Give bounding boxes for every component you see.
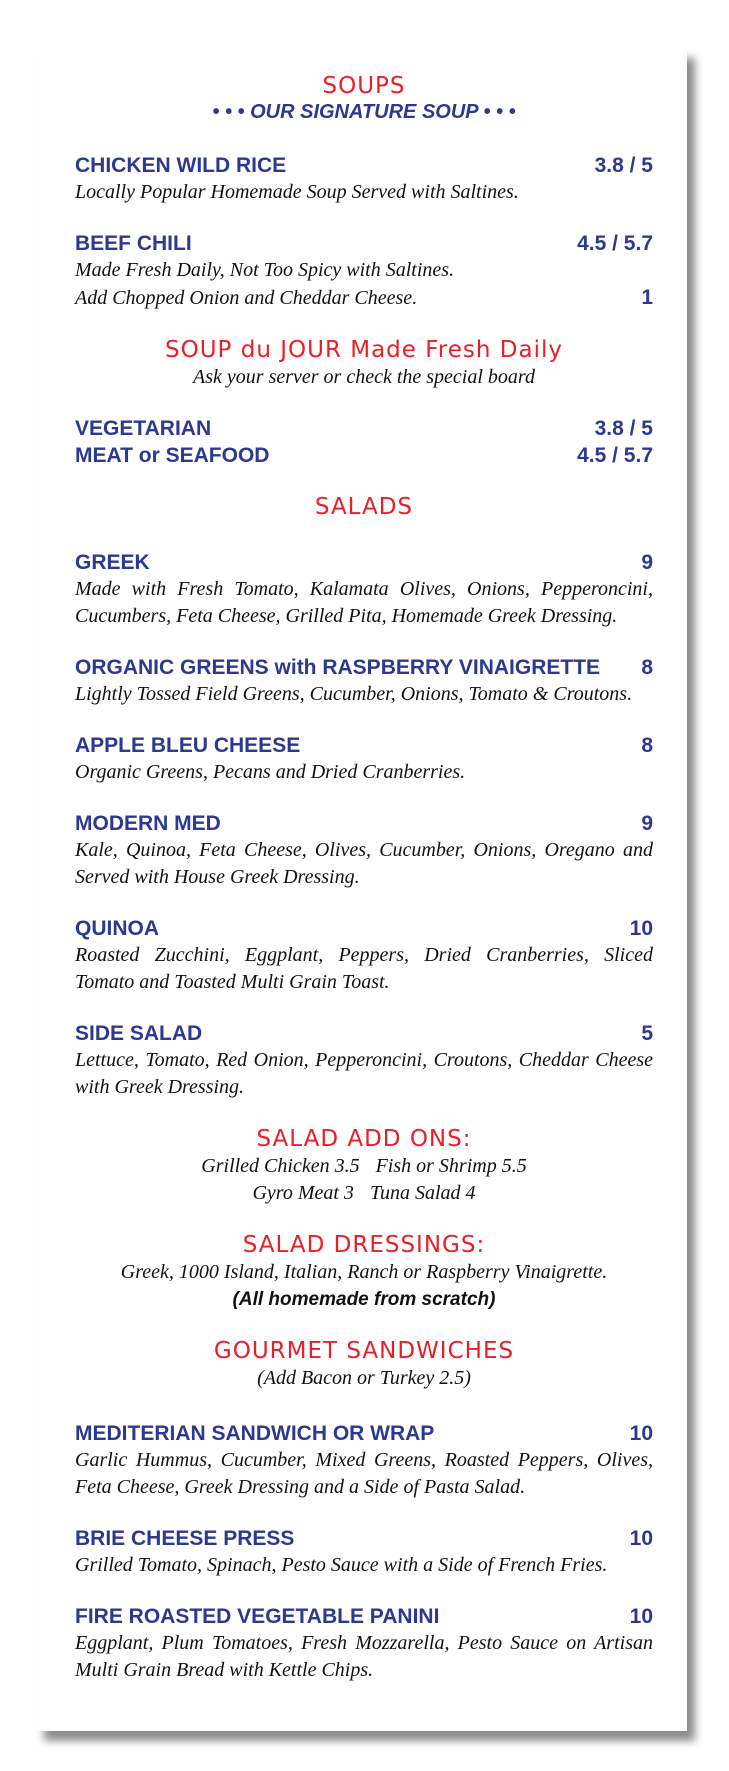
item-price: 10 [629,1527,653,1550]
item-name: MEDITERIAN SANDWICH OR WRAP [75,1422,435,1445]
addon-price: 1 [641,286,653,309]
item-description: Eggplant, Plum Tomatoes, Fresh Mozzarella, Pesto Sauce on Artisan Multi Grain Bread with Kettle Chips. [75,1632,653,1681]
addon-text: Add Chopped Onion and Cheddar Cheese. [75,287,418,309]
menu-item [75,810,653,891]
item-name: BRIE CHEESE PRESS [75,1527,295,1550]
item-name: QUINOA [75,917,159,940]
menu-item [75,549,653,630]
item-description: Lightly Tossed Field Greens, Cucumber, Onions, Tomato & Croutons. [75,683,633,705]
menu-item [75,1020,653,1101]
soups-heading: SOUPS [322,73,406,99]
addon-option: Gyro Meat 3 [252,1182,354,1204]
salad-dressings-list: Greek, 1000 Island, Italian, Ranch or Raspberry Vinaigrette. [120,1261,608,1283]
item-name: ORGANIC GREENS with RASPBERRY VINAIGRETTE [75,656,601,679]
item-name: GREEK [75,551,150,574]
addon-option: Grilled Chicken 3.5 [201,1155,360,1177]
menu-item [75,654,653,708]
item-price: 8 [641,734,653,757]
item-price: 4.5 / 5.7 [577,444,653,467]
sandwiches-heading: GOURMET SANDWICHES [213,1338,515,1364]
salad-addons-heading: SALAD ADD ONS: [256,1126,472,1152]
salad-dressings-note: (All homemade from scratch) [232,1289,496,1310]
menu-content [75,72,653,1684]
item-name: MEAT or SEAFOOD [75,444,270,467]
salad-dressings-heading: SALAD DRESSINGS: [242,1232,486,1258]
soup-du-jour-note: Ask your server or check the special board [193,366,535,388]
item-name: SIDE SALAD [75,1022,203,1045]
item-price: 10 [629,917,653,940]
menu-item [75,1525,653,1579]
item-price: 5 [641,1022,653,1045]
item-name: APPLE BLEU CHEESE [75,734,301,757]
item-name: CHICKEN WILD RICE [75,154,287,177]
item-price: 3.8 / 5 [594,417,653,440]
addon-option: Fish or Shrimp 5.5 [375,1155,527,1177]
item-description: Kale, Quinoa, Feta Cheese, Olives, Cucumber, Onions, Oregano and Served with House Greek Dressing. [75,839,653,888]
menu-item [75,1420,653,1501]
menu-item [75,152,653,206]
item-description: Grilled Tomato, Spinach, Pesto Sauce with a Side of French Fries. [75,1554,608,1576]
item-price: 9 [641,812,653,835]
sandwiches-note: (Add Bacon or Turkey 2.5) [257,1367,471,1389]
item-price: 9 [641,551,653,574]
item-price: 8 [641,656,653,679]
item-price: 4.5 / 5.7 [577,232,653,255]
menu-item [75,415,653,442]
item-price: 10 [629,1422,653,1445]
menu-item [75,1603,653,1684]
item-name: MODERN MED [75,812,221,835]
addon-line [75,284,653,312]
item-description: Garlic Hummus, Cucumber, Mixed Greens, Roasted Peppers, Olives, Feta Cheese, Greek Dressing and a Side of Pasta Salad. [75,1449,653,1498]
item-description: Made Fresh Daily, Not Too Spicy with Saltines. [75,259,455,281]
menu-item [75,230,653,312]
soup-du-jour-heading: SOUP du JOUR Made Fresh Daily [165,337,563,363]
addon-option: Tuna Salad 4 [369,1182,476,1204]
item-name: BEEF CHILI [75,232,192,255]
item-name: VEGETARIAN [75,417,212,440]
salads-heading: SALADS [314,494,414,520]
menu-item [75,442,653,469]
item-price: 3.8 / 5 [594,154,653,177]
item-description: Roasted Zucchini, Eggplant, Peppers, Dried Cranberries, Sliced Tomato and Toasted Multi Grain Toast. [75,944,653,993]
item-price: 10 [629,1605,653,1628]
menu-item [75,732,653,786]
item-description: Organic Greens, Pecans and Dried Cranberries. [75,761,466,783]
item-name: FIRE ROASTED VEGETABLE PANINI [75,1605,440,1628]
item-description: Locally Popular Homemade Soup Served with Saltines. [75,181,519,203]
item-description: Made with Fresh Tomato, Kalamata Olives, Onions, Pepperoncini, Cucumbers, Feta Cheese, Grilled Pita, Homemade Greek Dressing. [75,578,653,627]
signature-soup-subheading: • • • OUR SIGNATURE SOUP • • • [212,101,516,123]
salad-addons-line [75,1153,653,1180]
item-description: Lettuce, Tomato, Red Onion, Pepperoncini, Croutons, Cheddar Cheese with Greek Dressing. [75,1049,653,1098]
salad-addons-line [75,1180,653,1207]
menu-item [75,915,653,996]
